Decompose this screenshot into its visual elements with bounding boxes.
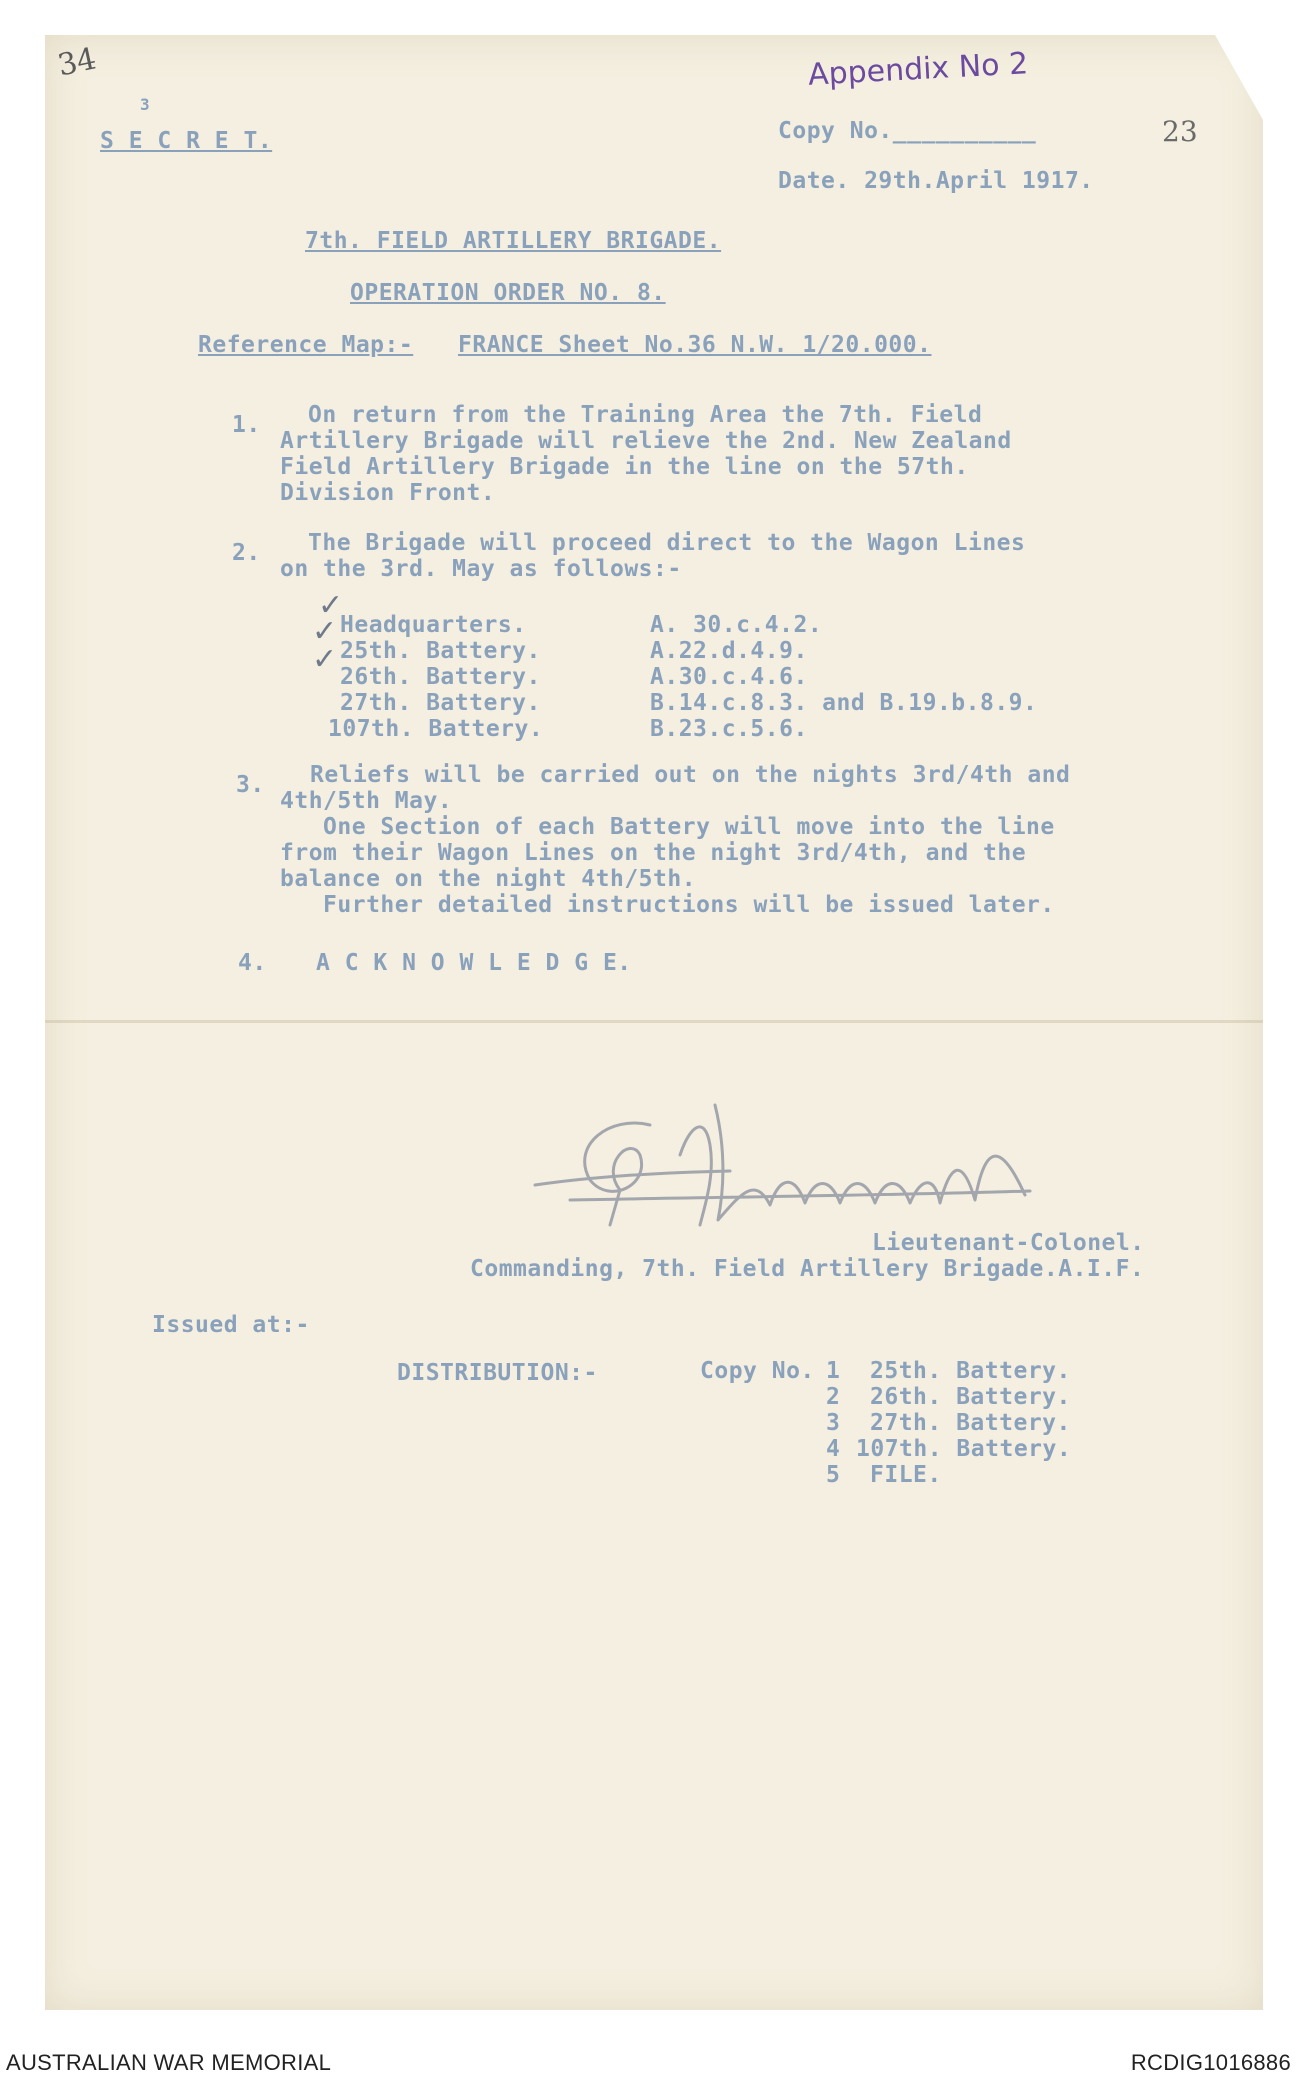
distribution-destination: 27th. Battery. xyxy=(870,1410,1071,1436)
para-3-line: One Section of each Battery will move into the line xyxy=(280,814,1055,840)
para-3-line: from their Wagon Lines on the night 3rd/4th, and the xyxy=(280,840,1027,866)
wagon-line-location: A. 30.c.4.2. xyxy=(650,612,823,638)
distribution-destination: 107th. Battery. xyxy=(856,1436,1072,1462)
document-date: Date. 29th.April 1917. xyxy=(778,168,1094,194)
para-2-line: The Brigade will proceed direct to the Wagon Lines xyxy=(308,530,1026,556)
wagon-line-unit: 26th. Battery. xyxy=(340,664,541,690)
para-1-line: Field Artillery Brigade in the line on the 57th. xyxy=(280,454,969,480)
para-3-line: Reliefs will be carried out on the nights 3rd/4th and xyxy=(310,762,1071,788)
appendix-stamp: Appendix No 2 xyxy=(807,46,1029,93)
check-mark-icon: ✓ xyxy=(318,588,344,623)
distribution-destination: 25th. Battery. xyxy=(870,1358,1071,1384)
wagon-line-unit: 27th. Battery. xyxy=(340,690,541,716)
classification: S E C R E T. xyxy=(100,128,273,154)
para-3-line: 4th/5th May. xyxy=(280,788,453,814)
copy-number: Copy No.__________ xyxy=(778,118,1037,144)
folio-number-right: 23 xyxy=(1162,115,1198,148)
wagon-line-location: B.14.c.8.3. and B.19.b.8.9. xyxy=(650,690,1038,716)
para-1-line: Division Front. xyxy=(280,480,496,506)
handwritten-signature xyxy=(530,1085,1050,1245)
para-4-number: 4. xyxy=(238,950,267,976)
acknowledge-text: A C K N O W L E D G E. xyxy=(316,950,632,976)
folio-number-left: 34 xyxy=(54,41,100,84)
wagon-line-location: B.23.c.5.6. xyxy=(650,716,808,742)
folio-small: 3 xyxy=(140,95,151,114)
para-1-number: 1. xyxy=(232,412,261,438)
distribution-destination: FILE. xyxy=(870,1462,942,1488)
order-title: OPERATION ORDER NO. 8. xyxy=(350,280,666,306)
distribution-copy-no: 4 xyxy=(826,1436,841,1462)
page-fold-line xyxy=(45,1020,1263,1023)
para-3-line: balance on the night 4th/5th. xyxy=(280,866,697,892)
issued-at: Issued at:- xyxy=(152,1312,310,1338)
check-mark-icon: ✓ xyxy=(312,642,338,677)
distribution-copy-no: 3 xyxy=(826,1410,841,1436)
signatory-appointment: Commanding, 7th. Field Artillery Brigade.A.I.F. xyxy=(470,1256,1145,1282)
map-reference-label: Reference Map:- xyxy=(198,332,414,358)
wagon-line-unit: 25th. Battery. xyxy=(340,638,541,664)
para-1-line: Artillery Brigade will relieve the 2nd. New Zealand xyxy=(280,428,1012,454)
distribution-label: DISTRIBUTION:- xyxy=(397,1360,598,1386)
check-mark-icon: ✓ xyxy=(312,614,338,649)
wagon-line-location: A.22.d.4.9. xyxy=(650,638,808,664)
wagon-line-location: A.30.c.4.6. xyxy=(650,664,808,690)
footer-record-id: RCDIG1016886 xyxy=(1130,2050,1291,2075)
para-2-number: 2. xyxy=(232,540,261,566)
distribution-copy-no: 2 xyxy=(826,1384,841,1410)
signatory-rank: Lieutenant-Colonel. xyxy=(872,1230,1145,1256)
distribution-copy-no: 1 xyxy=(826,1358,841,1384)
distribution-destination: 26th. Battery. xyxy=(870,1384,1071,1410)
para-2-line: on the 3rd. May as follows:- xyxy=(280,556,682,582)
unit-title: 7th. FIELD ARTILLERY BRIGADE. xyxy=(305,228,722,254)
footer-source: AUSTRALIAN WAR MEMORIAL xyxy=(6,2050,332,2075)
para-3-line: Further detailed instructions will be issued later. xyxy=(280,892,1055,918)
para-1-line: On return from the Training Area the 7th. Field xyxy=(308,402,983,428)
map-reference-value: FRANCE Sheet No.36 N.W. 1/20.000. xyxy=(458,332,932,358)
distribution-copy-no: 5 xyxy=(826,1462,841,1488)
para-3-number: 3. xyxy=(236,772,265,798)
wagon-line-unit: Headquarters. xyxy=(340,612,527,638)
wagon-line-unit: 107th. Battery. xyxy=(328,716,544,742)
copy-label: Copy No. xyxy=(700,1358,815,1384)
